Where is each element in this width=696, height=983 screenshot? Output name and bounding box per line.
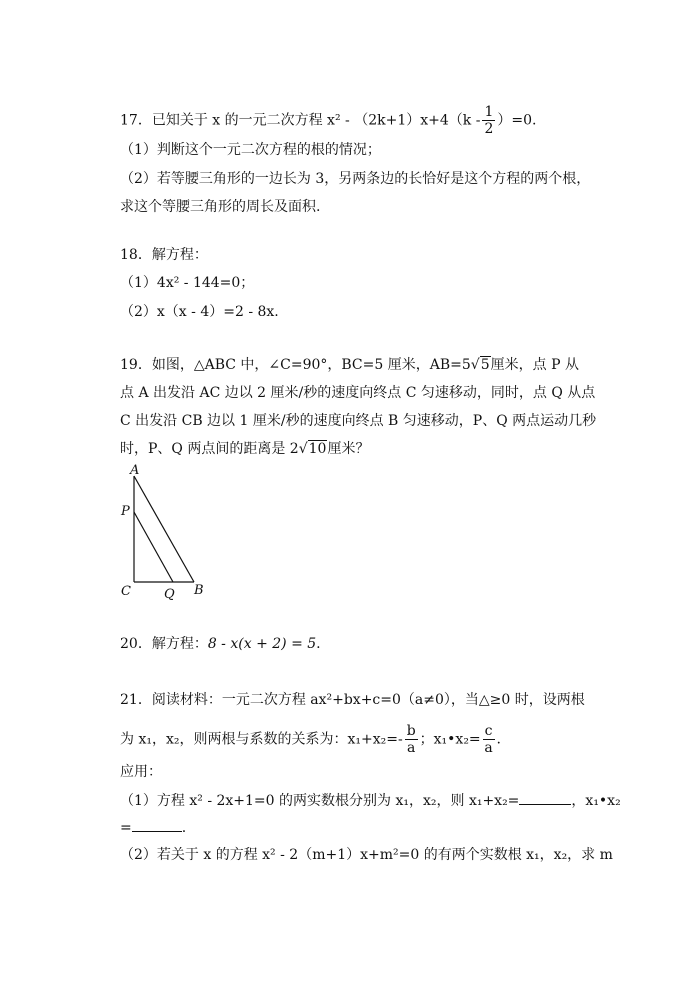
label-a: A <box>130 463 140 478</box>
q19-line1 <box>120 355 579 375</box>
q19-line2: 点 A 出发沿 AC 边以 2 厘米/秒的速度向终点 C 匀速移动，同时，点 Q 从点 <box>120 385 596 401</box>
q21-p1-b: ，x₁•x₂ <box>571 793 621 809</box>
label-c: C <box>121 584 131 599</box>
label-q: Q <box>164 587 175 602</box>
q17-frac-num: 1 <box>484 104 494 120</box>
label-b: B <box>194 583 204 598</box>
q17-text-a: 17．已知关于 x 的一元二次方程 x² - （2k+1）x+4（k - <box>120 112 481 129</box>
q21-part1-cont <box>120 817 186 838</box>
q19-sqrt5-radicand: 5 <box>480 357 490 373</box>
q21-p1-d: . <box>181 820 187 836</box>
q19-sqrt10: √10 <box>298 441 327 457</box>
q21-p1-a: （1）方程 x² - 2x+1=0 的两实数根分别为 x₁，x₂，则 x₁+x₂= <box>120 793 520 809</box>
q17-part2-b: 求这个等腰三角形的周长及面积. <box>120 199 321 215</box>
q19-line4 <box>120 439 369 459</box>
q18-part1: （1）4x² - 144=0； <box>120 275 255 291</box>
q21-f1-den: a <box>406 740 416 756</box>
answer-blank-sum[interactable] <box>519 790 571 805</box>
q20-title: 20．解方程： <box>120 636 208 652</box>
q20-line <box>120 634 321 654</box>
q19-triangle-figure <box>110 462 210 602</box>
answer-blank-product[interactable] <box>132 817 182 832</box>
q21-minus: - <box>397 731 403 748</box>
q19-line3: C 出发沿 CB 边以 1 厘米/秒的速度向终点 B 匀速移动，P、Q 两点运动几秒 <box>120 413 597 429</box>
q21-p1-c: = <box>120 820 132 836</box>
q17-fraction <box>482 104 495 137</box>
q19-l1-a: 19．如图，△ABC 中，∠C=90°，BC=5 厘米，AB=5 <box>120 357 471 373</box>
q17-frac-den: 2 <box>484 121 494 137</box>
q17-part1: （1）判断这个一元二次方程的根的情况； <box>120 142 381 158</box>
q21-fraction-c-over-a <box>483 723 495 756</box>
q21-f2-num: c <box>484 723 493 739</box>
q21-f2-den: a <box>484 740 493 756</box>
q21-line2 <box>120 723 501 756</box>
q17-part2-a: （2）若等腰三角形的一边长为 3，另两条边的长恰好是这个方程的两个根， <box>120 171 591 187</box>
q21-part1 <box>120 790 621 811</box>
q21-f1-num: b <box>406 723 416 739</box>
q17-line1 <box>120 104 536 137</box>
segment-pq <box>134 512 173 582</box>
q21-part2: （2）若关于 x 的方程 x² - 2（m+1）x+m²=0 的有两个实数根 x₁，x₂，求 m <box>120 847 613 863</box>
q19-l1-b: 厘米，点 P 从 <box>490 357 579 373</box>
q20-equation: 8 - x(x + 2) = 5 <box>207 636 317 652</box>
q21-application: 应用： <box>120 764 162 780</box>
q18-title: 18．解方程： <box>120 247 208 263</box>
label-p: P <box>121 504 130 519</box>
q21-l2-b: ；x₁•x₂= <box>419 731 481 748</box>
q19-l4-b: 厘米？ <box>327 441 370 457</box>
q21-l2-a: 为 x₁，x₂，则两根与系数的关系为：x₁+x₂= <box>120 731 398 748</box>
q19-l4-a: 时，P、Q 两点间的距离是 2 <box>120 441 299 457</box>
q19-sqrt5: √5 <box>470 357 490 373</box>
q19-sqrt10-radicand: 10 <box>308 441 327 457</box>
q21-l2-c: . <box>496 731 501 748</box>
q21-line1: 21．阅读材料：一元二次方程 ax²+bx+c=0（a≠0），当△≥0 时，设两根 <box>120 692 585 708</box>
q17-text-b: ）=0. <box>497 112 537 129</box>
q20-end: . <box>316 636 321 652</box>
q18-part2: （2）x（x - 4）=2 - 8x. <box>120 304 279 320</box>
q21-fraction-b-over-a <box>405 723 418 756</box>
